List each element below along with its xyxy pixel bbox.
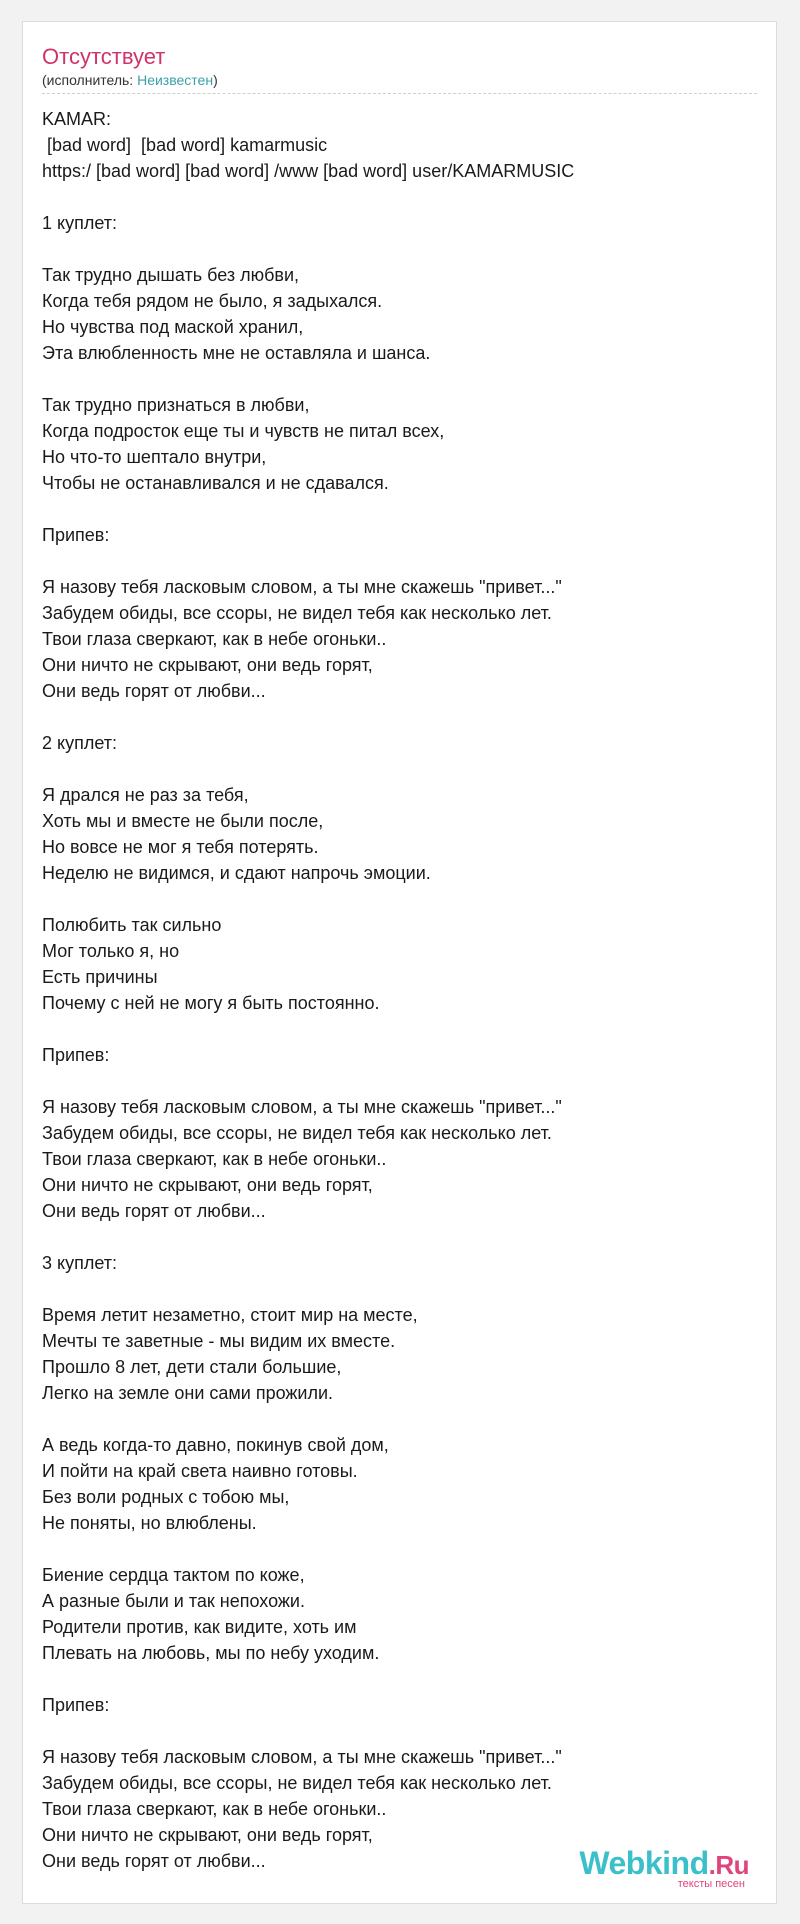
lyric-line: Забудем обиды, все ссоры, не видел тебя как несколько лет. — [42, 1773, 552, 1793]
lyric-line: Неделю не видимся, и сдают напрочь эмоции. — [42, 863, 431, 883]
lyric-line: Когда тебя рядом не было, я задыхался. — [42, 291, 383, 311]
lyric-line — [42, 184, 757, 210]
artist-line — [42, 71, 757, 89]
lyric-line: KAMAR: — [42, 109, 112, 129]
lyric-line: [bad word] [bad word] kamarmusic — [42, 135, 328, 155]
lyric-line — [42, 1406, 757, 1432]
watermark-brand: Webkind — [579, 1845, 709, 1881]
song-title: Отсутствует — [42, 44, 166, 69]
lyric-line: Время летит незаметно, стоит мир на месте, — [42, 1305, 418, 1325]
lyric-line: Мог только я, но — [42, 941, 180, 961]
lyric-line: Забудем обиды, все ссоры, не видел тебя как несколько лет. — [42, 603, 552, 623]
lyric-line: Я дрался не раз за тебя, — [42, 785, 249, 805]
lyric-line: 2 куплет: — [42, 733, 117, 753]
lyric-line: Они ведь горят от любви... — [42, 1851, 266, 1871]
lyric-line: Но что-то шептало внутри, — [42, 447, 267, 467]
lyric-line — [42, 1276, 757, 1302]
lyric-line: Они ничто не скрывают, они ведь горят, — [42, 1175, 373, 1195]
lyric-line: Они ведь горят от любви... — [42, 1201, 266, 1221]
lyric-line: Твои глаза сверкают, как в небе огоньки.. — [42, 629, 387, 649]
lyric-line: Легко на земле они сами прожили. — [42, 1383, 334, 1403]
lyric-line: Когда подросток еще ты и чувств не питал всех, — [42, 421, 445, 441]
lyric-line: Без воли родных с тобою мы, — [42, 1487, 290, 1507]
lyric-line: Твои глаза сверкают, как в небе огоньки.. — [42, 1149, 387, 1169]
lyric-line: Я назову тебя ласковым словом, а ты мне скажешь "привет..." — [42, 1747, 562, 1767]
lyric-line: Прошло 8 лет, дети стали большие, — [42, 1357, 342, 1377]
lyric-line: 1 куплет: — [42, 213, 117, 233]
lyric-line: Есть причины — [42, 967, 158, 987]
lyric-line: Мечты те заветные - мы видим их вместе. — [42, 1331, 396, 1351]
lyric-line: А разные были и так непохожи. — [42, 1591, 305, 1611]
lyric-line: Хоть мы и вместе не были после, — [42, 811, 324, 831]
lyric-line — [42, 1666, 757, 1692]
lyric-line — [42, 886, 757, 912]
lyric-line — [42, 704, 757, 730]
lyric-line — [42, 1536, 757, 1562]
lyric-line: Припев: — [42, 525, 110, 545]
lyric-line: Эта влюбленность мне не оставляла и шанса. — [42, 343, 431, 363]
site-watermark — [579, 1846, 749, 1890]
lyric-line: Так трудно признаться в любви, — [42, 395, 310, 415]
lyric-line: И пойти на край света наивно готовы. — [42, 1461, 358, 1481]
lyric-line — [42, 496, 757, 522]
watermark-tld: .Ru — [708, 1850, 749, 1880]
lyric-line: Припев: — [42, 1045, 110, 1065]
lyric-line — [42, 236, 757, 262]
lyric-line — [42, 1718, 757, 1744]
artist-suffix: ) — [213, 72, 218, 88]
lyric-line: Так трудно дышать без любви, — [42, 265, 300, 285]
lyrics-card — [22, 21, 777, 1904]
lyric-line: Родители против, как видите, хоть им — [42, 1617, 357, 1637]
lyric-line: Они ничто не скрывают, они ведь горят, — [42, 655, 373, 675]
lyric-line: https:/ [bad word] [bad word] /www [bad word] user/KAMARMUSIC — [42, 161, 575, 181]
lyric-line — [42, 366, 757, 392]
lyric-line: Но чувства под маской хранил, — [42, 317, 304, 337]
lyric-line: Они ведь горят от любви... — [42, 681, 266, 701]
watermark-subtitle: тексты песен — [677, 1878, 745, 1890]
artist-prefix: (исполнитель: — [42, 72, 138, 88]
lyric-line: Они ничто не скрывают, они ведь горят, — [42, 1825, 373, 1845]
lyric-line: Но вовсе не мог я тебя потерять. — [42, 837, 319, 857]
lyric-line — [42, 548, 757, 574]
lyric-line — [42, 1068, 757, 1094]
lyric-line: Припев: — [42, 1695, 110, 1715]
lyric-line: Не поняты, но влюблены. — [42, 1513, 257, 1533]
lyrics-text — [42, 106, 757, 1874]
lyric-line: Полюбить так сильно — [42, 915, 222, 935]
lyric-line — [42, 1224, 757, 1250]
lyric-line — [42, 1016, 757, 1042]
lyric-line: Забудем обиды, все ссоры, не видел тебя как несколько лет. — [42, 1123, 552, 1143]
header-divider — [42, 93, 757, 94]
lyric-line: Почему с ней не могу я быть постоянно. — [42, 993, 380, 1013]
lyric-line: Я назову тебя ласковым словом, а ты мне скажешь "привет..." — [42, 1097, 562, 1117]
watermark-logo — [579, 1846, 749, 1882]
lyric-line: Чтобы не останавливался и не сдавался. — [42, 473, 389, 493]
lyric-line: Биение сердца тактом по коже, — [42, 1565, 305, 1585]
artist-link[interactable]: Неизвестен — [137, 72, 214, 88]
lyric-line: 3 куплет: — [42, 1253, 117, 1273]
lyric-line: Плевать на любовь, мы по небу уходим. — [42, 1643, 380, 1663]
song-header — [42, 44, 757, 89]
lyric-line: А ведь когда-то давно, покинув свой дом, — [42, 1435, 389, 1455]
lyric-line: Я назову тебя ласковым словом, а ты мне скажешь "привет..." — [42, 577, 562, 597]
lyric-line — [42, 756, 757, 782]
lyric-line: Твои глаза сверкают, как в небе огоньки.. — [42, 1799, 387, 1819]
